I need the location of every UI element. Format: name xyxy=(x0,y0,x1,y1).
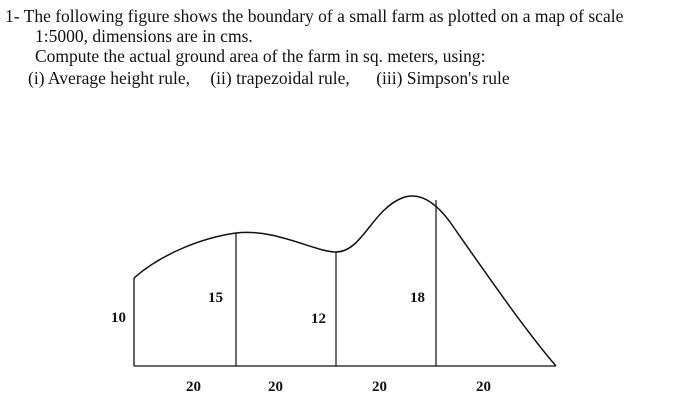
ordinate-label-4: 18 xyxy=(410,290,425,306)
method-simpsons: (iii) Simpson's rule xyxy=(376,68,510,88)
interval-label-3: 20 xyxy=(372,379,387,395)
problem-line-3: Compute the actual ground area of the farm in sq. meters, using: xyxy=(35,46,486,66)
problem-line-2: 1:5000, dimensions are in cms. xyxy=(35,26,253,46)
ordinate-label-2: 15 xyxy=(208,290,223,306)
interval-label-1: 20 xyxy=(186,379,201,395)
ordinate-label-3: 12 xyxy=(311,311,326,327)
interval-label-4: 20 xyxy=(476,379,491,395)
method-average-height: (i) Average height rule, xyxy=(28,68,190,88)
curved-boundary xyxy=(134,196,556,366)
method-trapezoidal: (ii) trapezoidal rule, xyxy=(210,68,350,88)
problem-line-1: 1- The following figure shows the boundary of a small farm as plotted on a map of scale xyxy=(5,6,624,26)
interval-label-2: 20 xyxy=(268,379,283,395)
ordinate-label-1: 10 xyxy=(111,310,126,326)
